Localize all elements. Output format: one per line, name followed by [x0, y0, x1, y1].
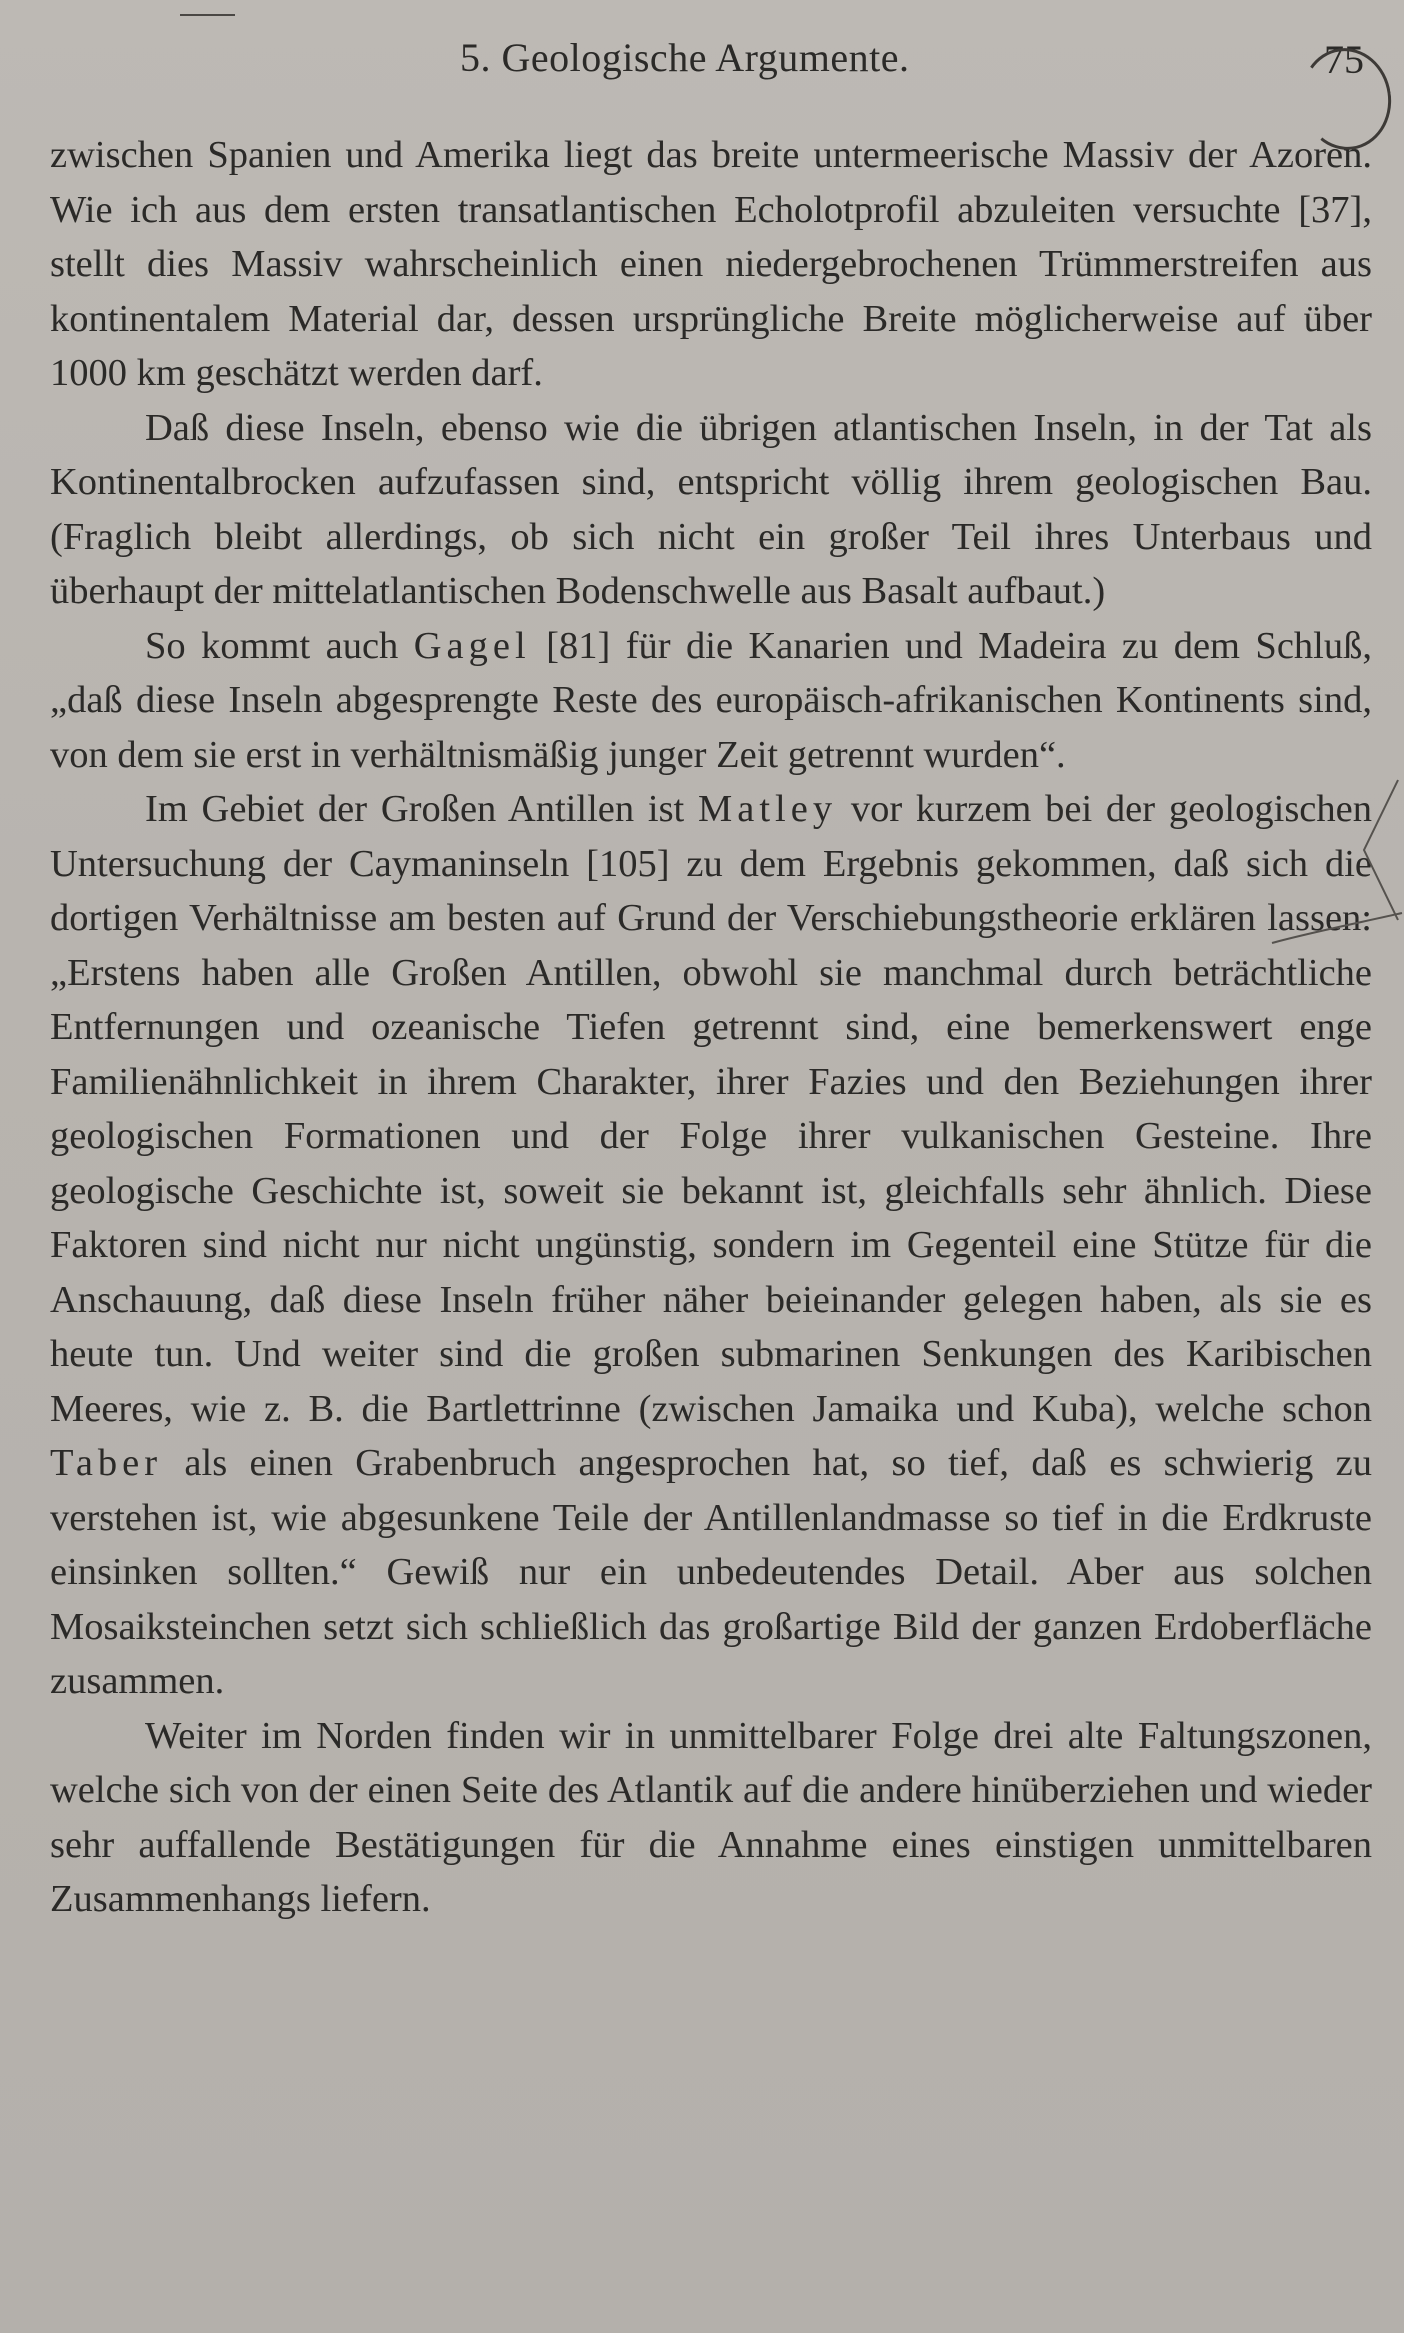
page-number: 75 — [1324, 37, 1364, 82]
paragraph-1 — [50, 128, 1372, 401]
running-title: 5. Geologische Argumente. — [460, 35, 910, 80]
edge-mark — [180, 14, 235, 16]
paragraph-3-text-b: [81] für die Kanarien und Madeira zu dem Schluß, „daß diese Inseln abgesprengte Reste des europäisch-afrikanischen Kontinents sind, von dem sie erst in verhältnismäßig junger Zeit getrennt wurden“. — [50, 624, 1372, 776]
paragraph-4 — [50, 782, 1372, 1709]
body-text — [50, 128, 1372, 1927]
paragraph-2-text: Daß diese Inseln, ebenso wie die übrigen atlantischen Inseln, in der Tat als Kontinentalbrocken aufzufassen sind, entspricht völlig ihrem geologischen Bau. (Fraglich bleibt allerdings, ob sich nicht ein großer Teil ihres Unterbaus und überhaupt der mittelatlantischen Bodenschwelle aus Basalt aufbaut.) — [50, 406, 1372, 612]
pencil-margin-stroke — [1268, 905, 1404, 951]
paragraph-4-text-b: vor kurzem bei der geologischen Untersuchung der Caymaninseln [105] zu dem Ergebnis gekommen, daß sich die dortigen Verhältnisse am besten auf Grund der Verschiebungstheorie erklären lassen: „Erstens haben alle Großen Antillen, obwohl sie manchmal durch beträchtliche Entfernungen und ozeanische Tiefen getrennt sind, eine bemerkenswert enge Familienähnlichkeit in ihrem Charakter, ihrer Fazies und den Beziehungen ihrer geologischen Formationen und der Folge ihrer vulkanischen Gesteine. Ihre geologische Geschichte ist, soweit sie bekannt ist, gleichfalls sehr ähnlich. Diese Faktoren sind nicht nur nicht ungünstig, sondern im Gegenteil eine Stütze für die Anschauung, daß diese Inseln früher näher beieinander gelegen haben, als sie es heute tun. Und weiter sind die großen submarinen Senkungen des Karibischen Meeres, wie z. B. die Bartlettrinne (zwischen Jamaika und Kuba), welche schon — [50, 788, 1372, 1430]
author-name-taber: Taber — [50, 1442, 163, 1484]
author-name-matley: Matley — [698, 788, 838, 830]
paragraph-5 — [50, 1709, 1372, 1927]
page-header — [0, 30, 1404, 90]
paragraph-4-text-c: als einen Grabenbruch angesprochen hat, so tief, daß es schwierig zu verstehen ist, wie abgesunkene Teile der Antillenlandmasse so tief in die Erdkruste einsinken sollten.“ Gewiß nur ein unbedeutendes Detail. Aber aus solchen Mosaiksteinchen setzt sich schließlich das großartige Bild der ganzen Erdoberfläche zusammen. — [50, 1442, 1372, 1702]
paragraph-2 — [50, 401, 1372, 619]
paragraph-5-text: Weiter im Norden finden wir in unmittelbarer Folge drei alte Faltungszonen, welche sich von der einen Seite des Atlantik auf die andere hinüberziehen und wieder sehr auffallende Bestätigungen für die Annahme eines einstigen unmittelbaren Zusammenhangs liefern. — [50, 1714, 1372, 1920]
paragraph-3-text-a: So kommt auch — [145, 624, 414, 667]
author-name-gagel: Gagel — [413, 624, 531, 667]
paragraph-3 — [50, 619, 1372, 783]
paragraph-4-text-a: Im Gebiet der Großen Antillen ist — [145, 788, 699, 830]
paragraph-1-text: zwischen Spanien und Amerika liegt das breite untermeerische Massiv der Azoren. Wie ich aus dem ersten transatlantischen Echolotprofil abzuleiten versuchte [37], stellt dies Massiv wahrscheinlich einen niedergebrochenen Trümmerstreifen aus kontinentalem Material dar, dessen ursprüngliche Breite möglicherweise auf über 1000 km geschätzt werden darf. — [50, 134, 1372, 394]
